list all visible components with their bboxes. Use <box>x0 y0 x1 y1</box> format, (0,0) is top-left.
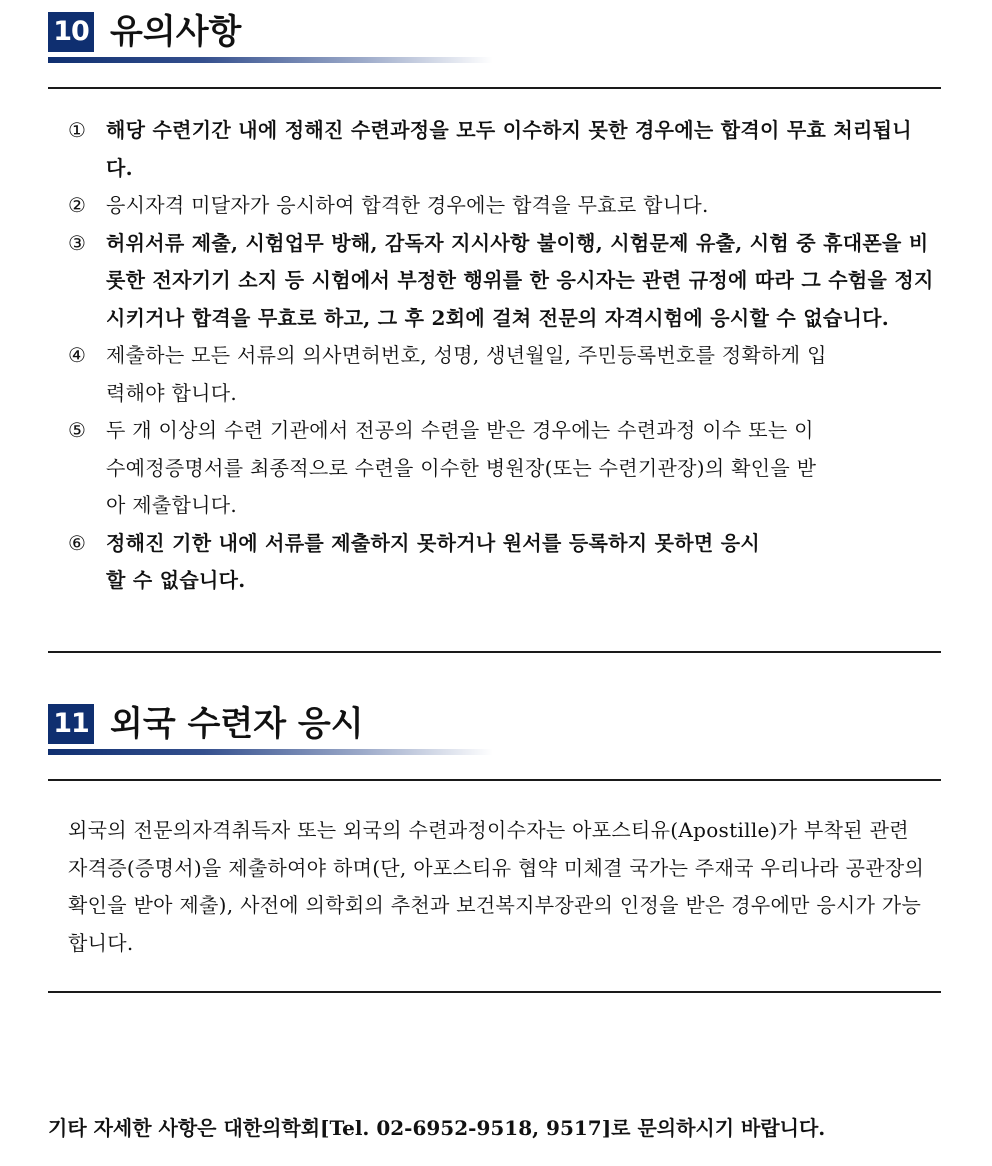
divider-rule <box>48 651 941 653</box>
divider-rule <box>48 87 941 89</box>
divider-rule <box>48 991 941 993</box>
notice-text: 응시자격 미달자가 응시하여 합격한 경우에는 합격을 무효로 합니다. <box>106 193 709 217</box>
section-underline <box>48 57 493 63</box>
notice-text: 두 개 이상의 수련 기관에서 전공의 수련을 받은 경우에는 수련과정 이수 또는 이수예정증명서를 최종적으로 수련을 이수한 병원장(또는 수련기관장)의 확인을 받아 제출합니다. <box>106 418 817 517</box>
circled-number: ④ <box>68 343 87 367</box>
section-number-badge: 10 <box>48 12 94 52</box>
notice-item <box>68 412 938 525</box>
circled-number: ① <box>68 118 87 142</box>
divider-rule <box>48 779 941 781</box>
notice-text: 정해진 기한 내에 서류를 제출하지 못하거나 원서를 등록하지 못하면 응시할 수 없습니다. <box>106 530 760 592</box>
section-body-text: 외국의 전문의자격취득자 또는 외국의 수련과정이수자는 아포스티유(Apostille)가 부착된 관련 자격증(증명서)을 제출하여야 하며(단, 아포스티유 협약 미체결 국가는 주재국 우리나라 공관장의 확인을 받아 제출), 사전에 의학회의 추천과 보건복지부장관의 인정을 받은 경우에만 응시가 가능합니다. <box>68 818 925 955</box>
notice-item <box>68 187 938 225</box>
circled-number: ② <box>68 193 87 217</box>
notice-text: 허위서류 제출, 시험업무 방해, 감독자 지시사항 불이행, 시험문제 유출, 시험 중 휴대폰을 비롯한 전자기기 소지 등 시험에서 부정한 행위를 한 응시자는 관련 규정에 따라 그 수험을 정지시키거나 합격을 무효로 하고, 그 후 2회에 걸쳐 전문의 자격시험에 응시할 수 없습니다. <box>106 230 934 330</box>
circled-number: ⑥ <box>68 530 87 555</box>
section-title: 유의사항 <box>110 12 242 52</box>
notice-item <box>68 112 938 187</box>
notice-item <box>68 525 938 600</box>
circled-number: ③ <box>68 230 87 255</box>
circled-number: ⑤ <box>68 418 87 442</box>
footer-contact-text: 기타 자세한 사항은 대한의학회[Tel. 02-6952-9518, 9517]로 문의하시기 바랍니다. <box>48 1116 826 1140</box>
notice-item <box>68 337 938 412</box>
notice-text: 해당 수련기간 내에 정해진 수련과정을 모두 이수하지 못한 경우에는 합격이 무효 처리됩니다. <box>106 118 912 180</box>
notice-text: 제출하는 모든 서류의 의사면허번호, 성명, 생년월일, 주민등록번호를 정확하게 입력해야 합니다. <box>106 343 827 405</box>
section-underline <box>48 749 493 755</box>
notice-item <box>68 225 938 338</box>
section-title: 외국 수련자 응시 <box>110 704 364 744</box>
notice-list <box>68 112 938 600</box>
section-number-badge: 11 <box>48 704 94 744</box>
